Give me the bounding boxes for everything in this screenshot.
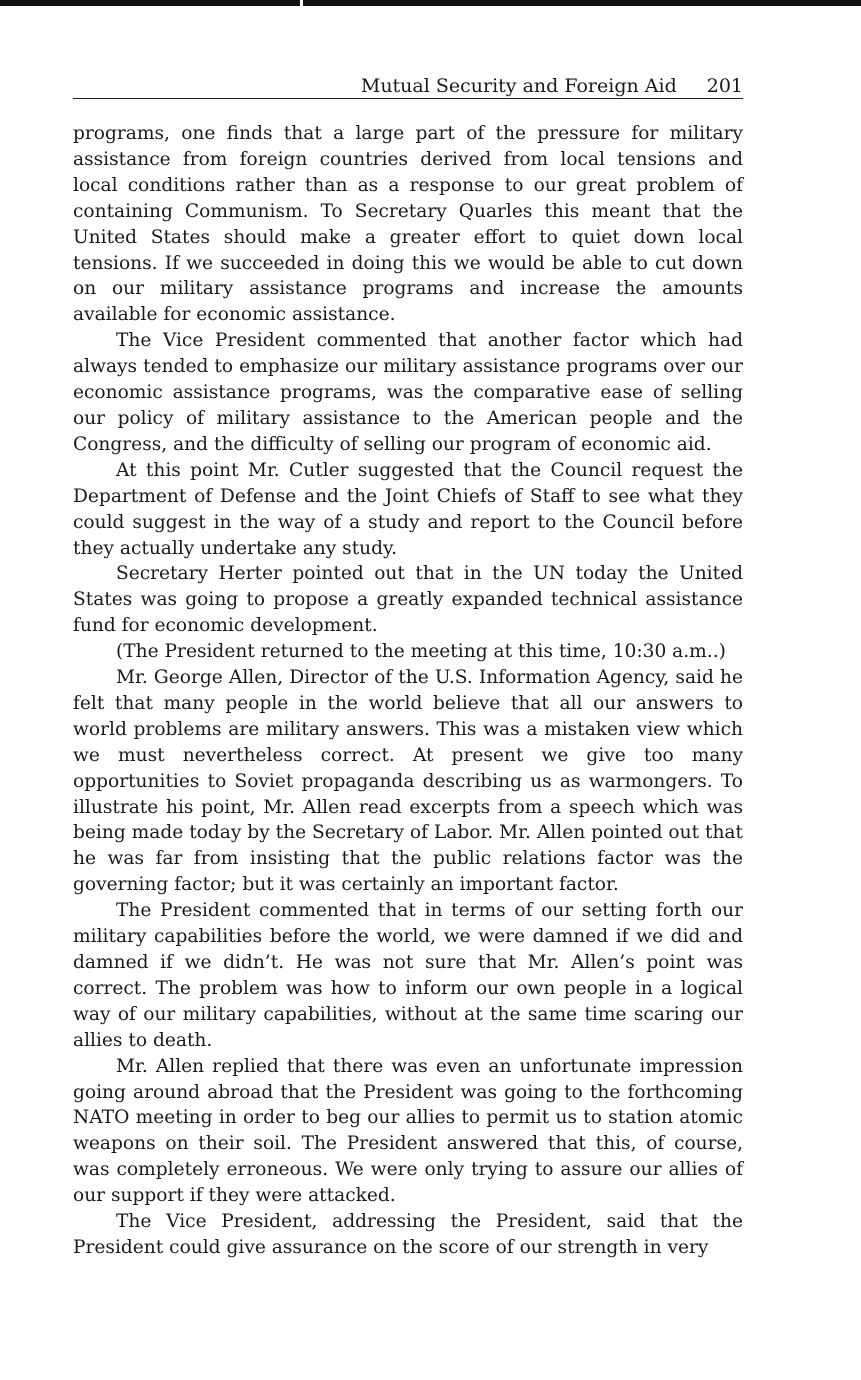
body-text xyxy=(73,121,743,1261)
paragraph: Mr. Allen replied that there was even an unfortunate impression going around abroad that the President was going to the forthcoming NATO meeting in order to beg our allies to permit us to station atomic weapons on their soil. The President answered that this, of course, was completely erroneous. We were only trying to assure our allies of our support if they were attacked. xyxy=(73,1055,743,1207)
running-title: Mutual Security and Foreign Aid xyxy=(360,75,677,97)
top-border-gap xyxy=(300,0,303,6)
top-border-rule xyxy=(0,0,861,6)
paragraph: Mr. George Allen, Director of the U.S. Information Agency, said he felt that many people in the world believe that all our answers to world problems are military answers. This was a mistaken view which we must nevertheless correct. At present we give too many opportunities to Soviet propaganda describing us as warmongers. To illustrate his point, Mr. Allen read excerpts from a speech which was being made today by the Secretary of Labor. Mr. Allen pointed out that he was far from insisting that the public relations factor was the governing factor; but it was certainly an important factor. xyxy=(73,667,743,896)
paragraph: (The President returned to the meeting at this time, 10:30 a.m..) xyxy=(116,641,726,663)
paragraph: The Vice President, addressing the President, said that the President could give assurance on the score of our strength in very xyxy=(73,1211,743,1258)
running-header xyxy=(73,74,743,99)
page-number: 201 xyxy=(706,75,743,97)
paragraph: The Vice President commented that another factor which had always tended to emphasize our military assistance programs over our economic assistance programs, was the comparative ease of selling our policy of military assistance to the American people and the Congress, and the difficulty of selling our program of economic aid. xyxy=(73,330,743,455)
paragraph: At this point Mr. Cutler suggested that the Council request the Department of Defense and the Joint Chiefs of Staff to see what they could suggest in the way of a study and report to the Council before they actually undertake any study. xyxy=(73,459,743,559)
paragraph-continued: programs, one finds that a large part of the pressure for military assistance from foreign countries derived from local tensions and local conditions rather than as a response to our great problem of containing Communism. To Secretary Quarles this meant that the United States should make a greater effort to quiet down local tensions. If we succeeded in doing this we would be able to cut down on our military assistance programs and increase the amounts available for economic assistance. xyxy=(73,123,743,326)
paragraph: Secretary Herter pointed out that in the UN today the United States was going to propose a greatly expanded technical assistance fund for economic development. xyxy=(73,563,743,637)
paragraph: The President commented that in terms of our setting forth our military capabilities before the world, we were damned if we did and damned if we didn’t. He was not sure that Mr. Allen’s point was correct. The problem was how to inform our own people in a logical way of our military capabilities, without at the same time scaring our allies to death. xyxy=(73,900,743,1051)
